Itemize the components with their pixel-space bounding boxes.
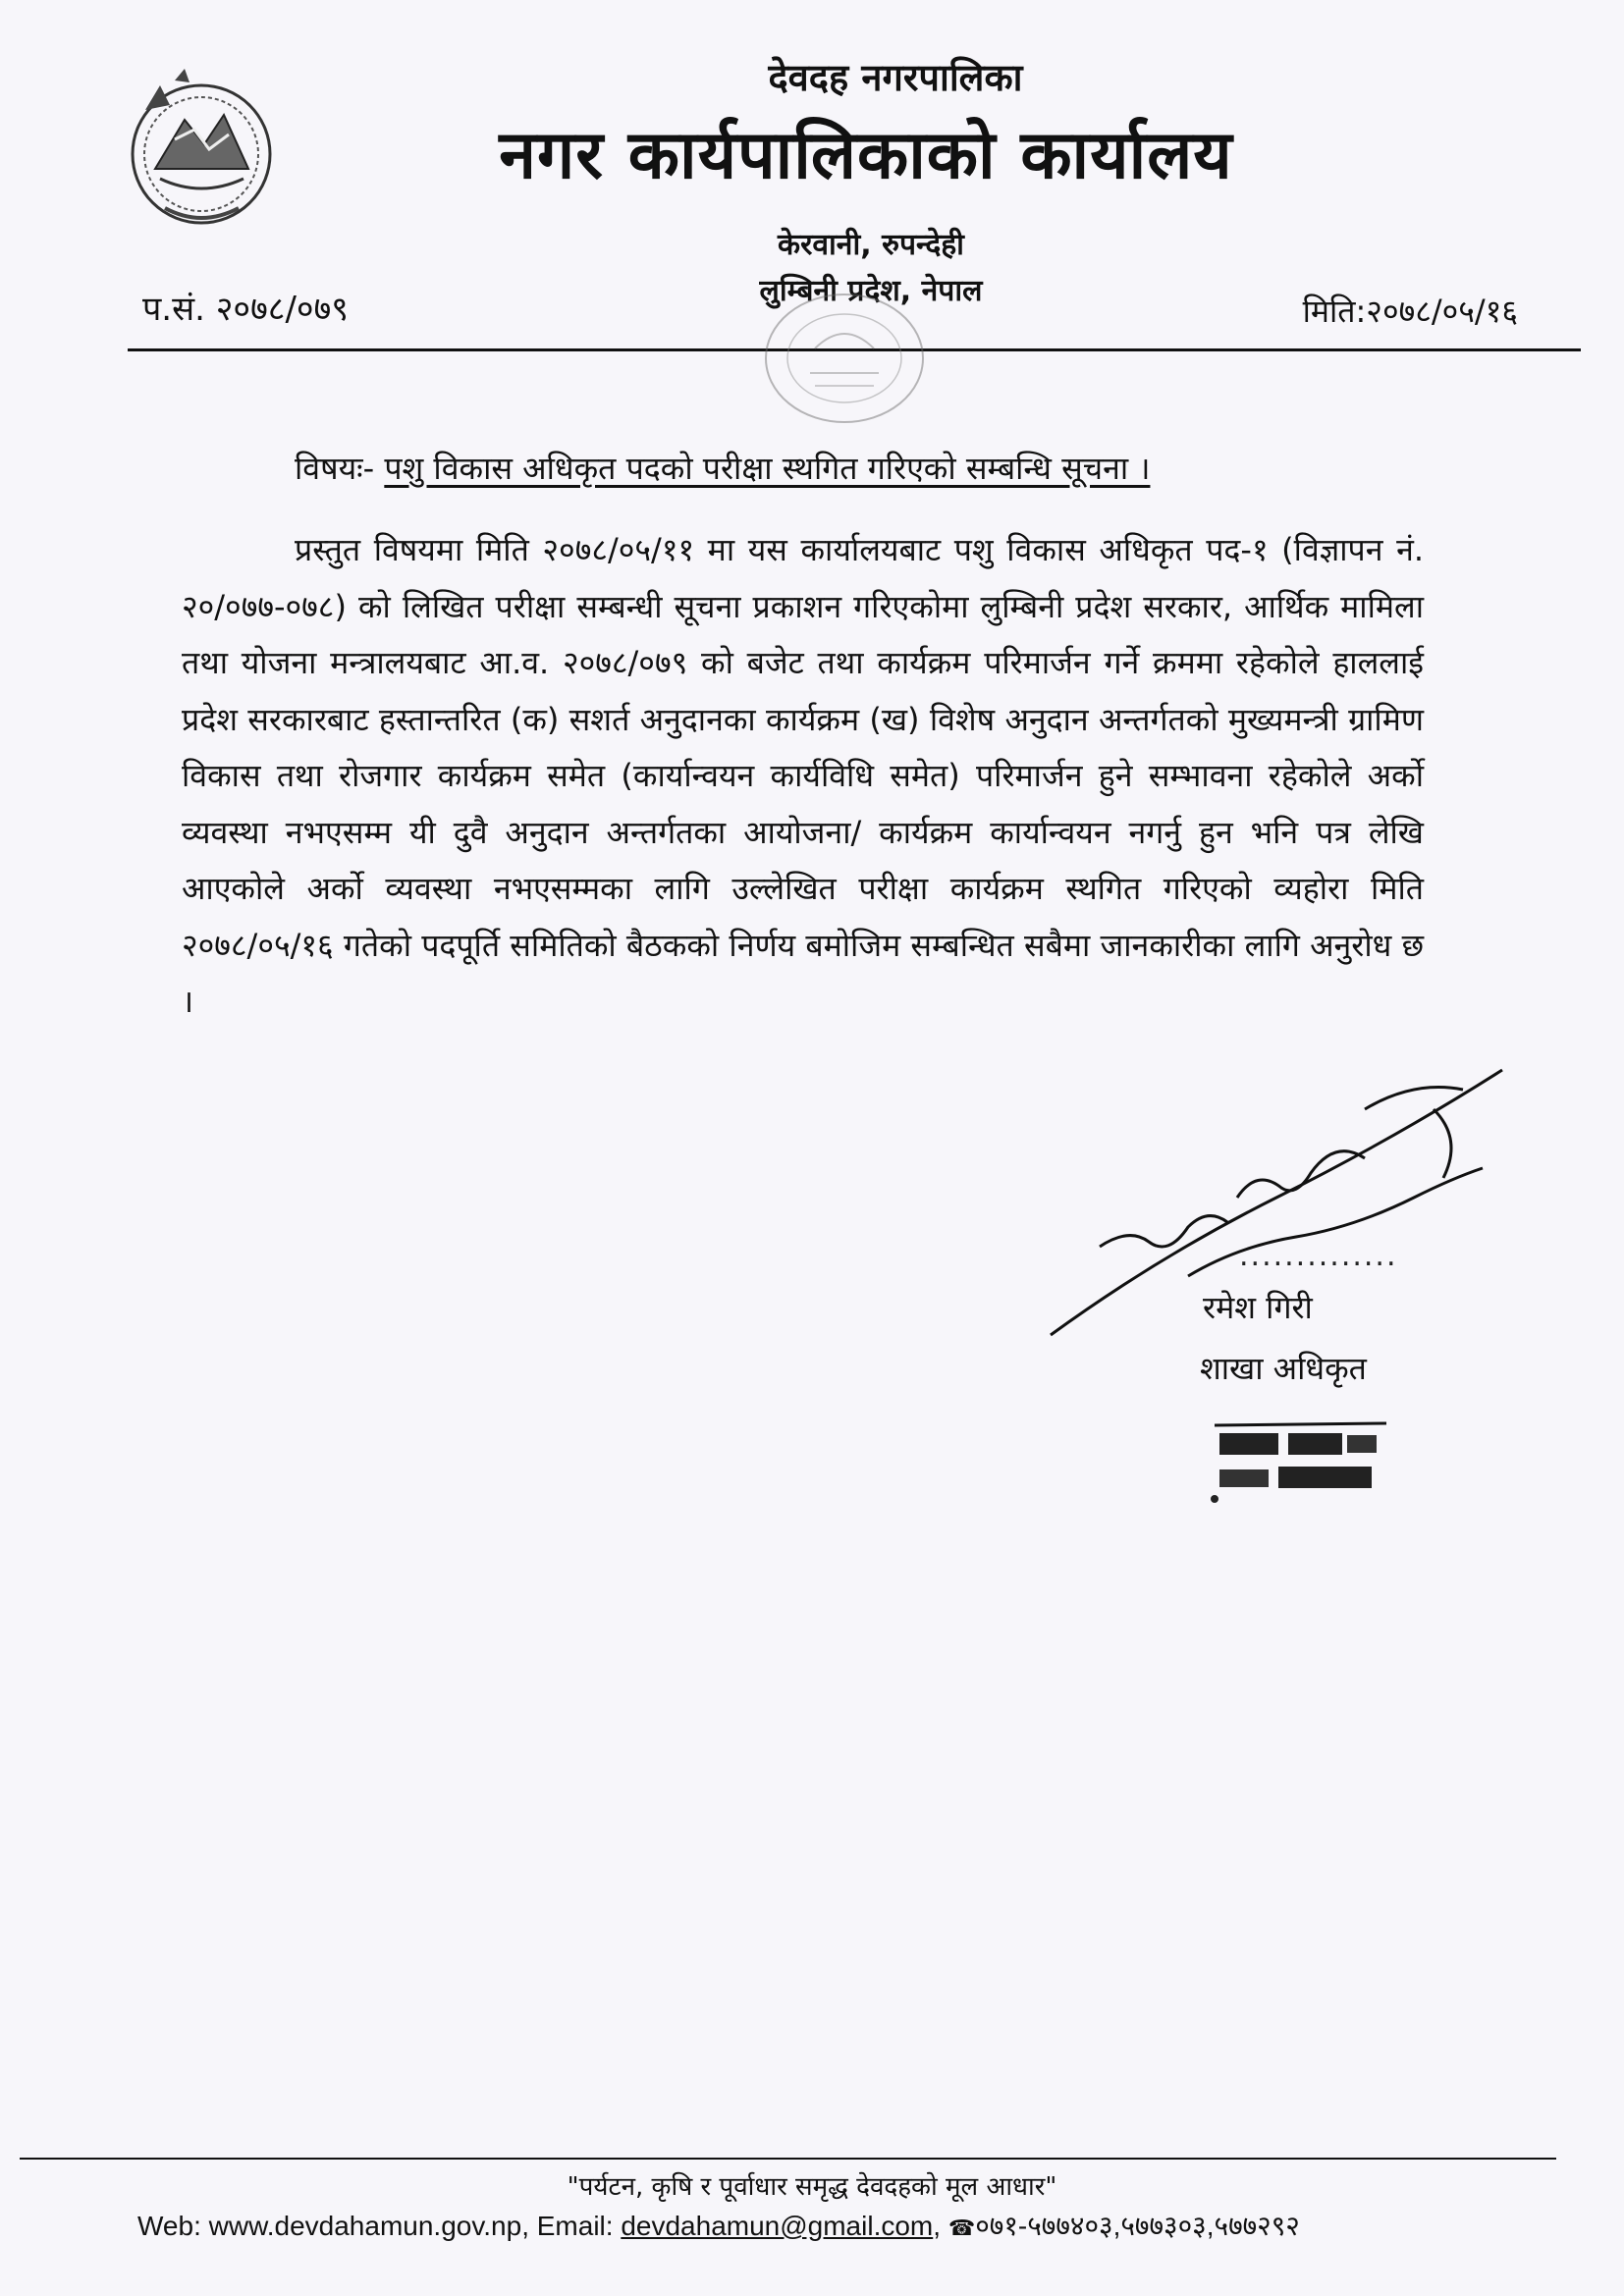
municipality-name: देवदह नगरपालिका [768,56,1023,99]
address-line-1: केरवानी, रुपन्देही [778,228,964,262]
letter-date: मिति:२०७८/०५/१६ [1302,293,1518,330]
phone-icon: ☎ [947,2216,976,2240]
address-line-2: लुम्बिनी प्रदेश, नेपाल [759,274,983,308]
footer-divider [20,2158,1556,2160]
email-link[interactable]: devdahamun@gmail.com [621,2211,934,2241]
web-label: Web: www.devdahamun.gov.np, Email: [137,2211,622,2241]
subject-text: पशु विकास अधिकृत पदको परीक्षा स्थगित गरिएको सम्बन्धि सूचना । [384,450,1151,487]
body-paragraph: प्रस्तुत विषयमा मिति २०७८/०५/११ मा यस कार्यालयबाट पशु विकास अधिकृत पद-१ (विज्ञापन नं. २०/०७७-०७८) को लिखित परीक्षा सम्बन्धी सूचना प्रकाशन गरिएकोमा लुम्बिनी प्रदेश सरकार, आर्थिक मामिला तथा योजना मन्त्रालयबाट आ.व. २०७८/०७९ को बजेट तथा कार्यक्रम परिमार्जन गर्ने क्रममा रहेकोले हाललाई प्रदेश सरकारबाट हस्तान्तरित (क) सशर्त अनुदानका कार्यक्रम (ख) विशेष अनुदान अन्तर्गतको मुख्यमन्त्री ग्रामिण विकास तथा रोजगार कार्यक्रम समेत (कार्यान्वयन कार्यविधि समेत) परिमार्जन हुने सम्भावना रहेकोले अर्को व्यवस्था नभएसम्म यी दुवै अनुदान अन्तर्गतका आयोजना/ कार्यक्रम कार्यान्वयन नगर्नु हुन भनि पत्र लेखि आएकोले अर्को व्यवस्था नभएसम्मका लागि उल्लेखित परीक्षा कार्यक्रम स्थगित गरिएको व्यहोरा मिति २०७८/०५/१६ गतेको पदपूर्ति समितिको बैठकको निर्णय बमोजिम सम्बन्धित सबैमा जानकारीका लागि अनुरोध छ । [182,531,1424,1020]
signer-name: रमेश गिरी [1203,1289,1313,1326]
name-seal-stamp [1200,1406,1396,1514]
letterhead [0,51,1624,309]
signature-dots: .............. [1239,1239,1398,1273]
office-stamp-icon [746,280,943,437]
office-name: नगर कार्यपालिकाको कार्यालय [499,117,1233,194]
signer-title: शाखा अधिकृत [1200,1350,1367,1387]
subject-line [295,447,1150,489]
reference-number: प.सं. २०७८/०७९ [142,290,349,329]
phone-numbers: ०७१-५७७४०३,५७७३०३,५७७२९२ [975,2211,1300,2241]
footer-contact: Web: www.devdahamun.gov.np, Email: devdahamun@gmail.com, ☎०७१-५७७४०३,५७७३०३,५७७२९२ [137,2211,1300,2241]
footer-motto: "पर्यटन, कृषि र पूर्वाधार समृद्ध देवदहको मूल आधार" [567,2172,1057,2202]
subject-prefix: विषयः- [295,450,375,487]
